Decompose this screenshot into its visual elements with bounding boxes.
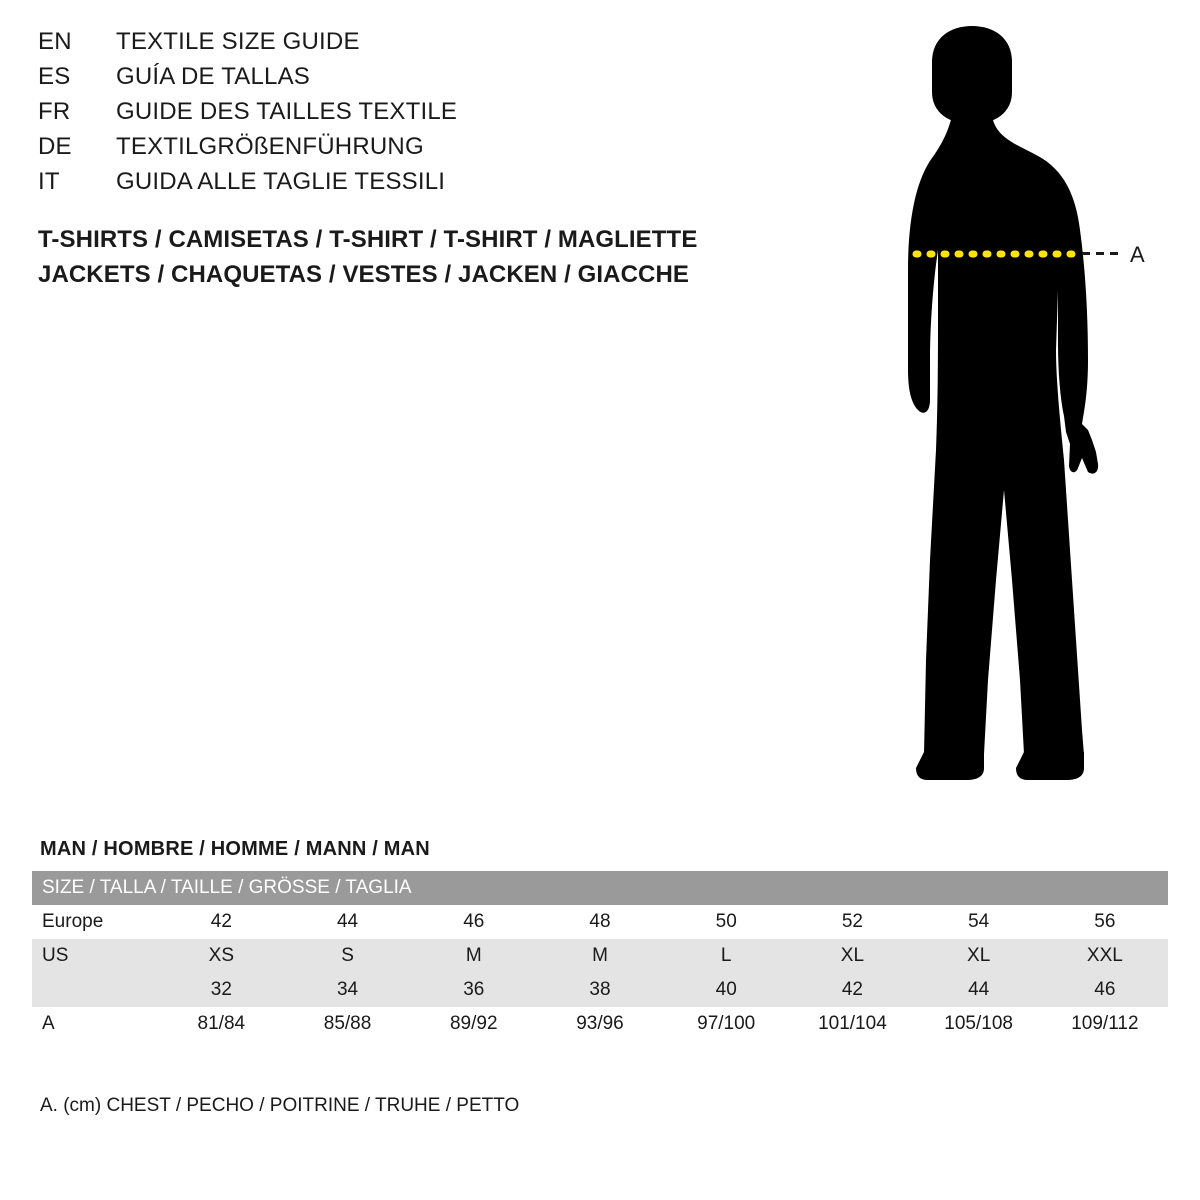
language-code: ES [38, 63, 71, 90]
table-cell: XS [158, 939, 284, 973]
language-title: TEXTILGRÖßENFÜHRUNG [116, 133, 424, 160]
table-cell: 34 [284, 973, 410, 1007]
body-silhouette-figure [820, 20, 1180, 790]
table-cell: 89/92 [411, 1007, 537, 1041]
measure-leader-line [1082, 252, 1122, 255]
table-cell: 52 [789, 905, 915, 939]
table-cell: XXL [1042, 939, 1168, 973]
table-cell: S [284, 939, 410, 973]
size-table-section [32, 838, 1168, 1041]
category-headings [38, 222, 697, 292]
language-row [38, 98, 758, 133]
row-label: Europe [32, 905, 158, 939]
table-cell: 50 [663, 905, 789, 939]
table-cell: 44 [916, 973, 1042, 1007]
table-cell: 44 [284, 905, 410, 939]
row-label [32, 973, 158, 1007]
language-row [38, 168, 758, 203]
table-cell: 36 [411, 973, 537, 1007]
table-title: MAN / HOMBRE / HOMME / MANN / MAN [40, 838, 430, 860]
table-cell: XL [789, 939, 915, 973]
language-code: FR [38, 98, 71, 125]
table-cell: 40 [663, 973, 789, 1007]
row-label: US [32, 939, 158, 973]
table-cell: 54 [916, 905, 1042, 939]
table-cell: 81/84 [158, 1007, 284, 1041]
table-cell: 42 [789, 973, 915, 1007]
size-table [32, 871, 1168, 1041]
table-cell: 56 [1042, 905, 1168, 939]
language-code: EN [38, 28, 72, 55]
language-title: GUÍA DE TALLAS [116, 63, 310, 90]
language-row [38, 133, 758, 168]
table-cell: 46 [411, 905, 537, 939]
category-jackets: JACKETS / CHAQUETAS / VESTES / JACKEN / GIACCHE [38, 261, 690, 288]
table-cell: 97/100 [663, 1007, 789, 1041]
language-code: DE [38, 133, 72, 160]
table-cell: 32 [158, 973, 284, 1007]
category-tshirts: T-SHIRTS / CAMISETAS / T-SHIRT / T-SHIRT / MAGLIETTE [38, 226, 698, 253]
language-row [38, 28, 758, 63]
language-code: IT [38, 168, 60, 195]
table-row [32, 973, 1168, 1007]
table-row [32, 939, 1168, 973]
table-cell: 42 [158, 905, 284, 939]
row-label: A [32, 1007, 158, 1041]
table-cell: 101/104 [789, 1007, 915, 1041]
table-cell: 109/112 [1042, 1007, 1168, 1041]
table-cell: M [411, 939, 537, 973]
footnote: A. (cm) CHEST / PECHO / POITRINE / TRUHE / PETTO [40, 1095, 520, 1116]
male-silhouette-icon [820, 20, 1180, 790]
table-cell: M [537, 939, 663, 973]
table-cell: 46 [1042, 973, 1168, 1007]
language-row [38, 63, 758, 98]
table-header-row [32, 871, 1168, 905]
table-cell: 85/88 [284, 1007, 410, 1041]
language-title: GUIDE DES TAILLES TEXTILE [116, 98, 458, 125]
table-cell: 38 [537, 973, 663, 1007]
table-cell: 93/96 [537, 1007, 663, 1041]
table-cell: L [663, 939, 789, 973]
language-title: GUIDA ALLE TAGLIE TESSILI [116, 168, 446, 195]
table-cell: XL [916, 939, 1042, 973]
table-cell: 48 [537, 905, 663, 939]
language-title: TEXTILE SIZE GUIDE [116, 28, 360, 55]
language-list [38, 28, 758, 203]
table-row [32, 905, 1168, 939]
table-header-label: SIZE / TALLA / TAILLE / GRÖSSE / TAGLIA [32, 871, 1168, 905]
table-row [32, 1007, 1168, 1041]
measure-label-a: A [1130, 242, 1145, 267]
table-cell: 105/108 [916, 1007, 1042, 1041]
